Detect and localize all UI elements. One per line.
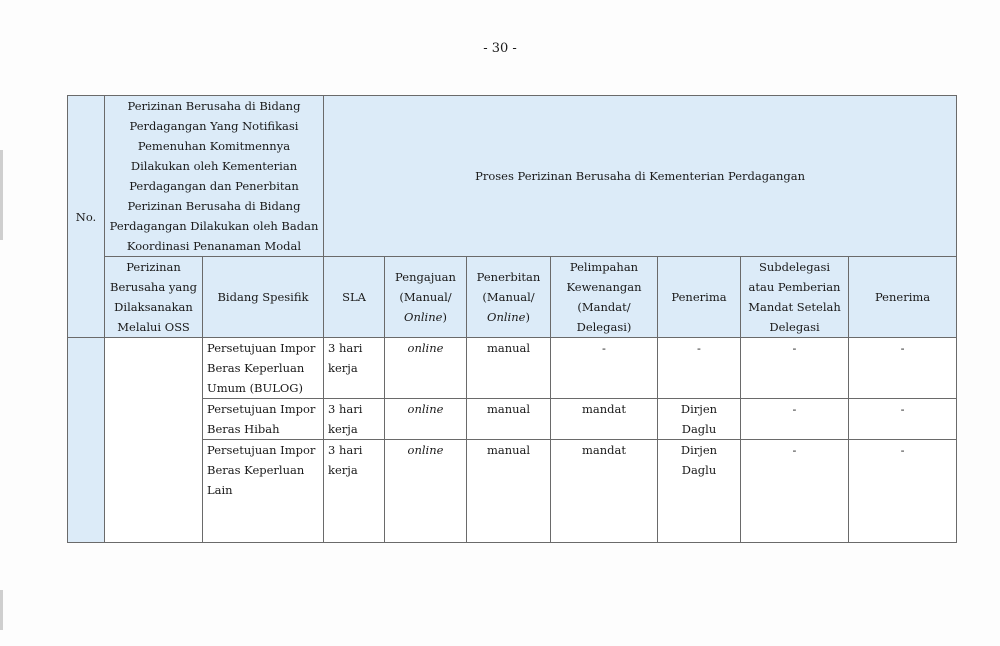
- pengajuan-cell: online: [385, 338, 467, 399]
- header-penerbitan-close: ): [525, 310, 530, 324]
- page-number: - 30 -: [483, 41, 517, 56]
- header-subdelegasi: Subdelegasi atau Pemberian Mandat Setelah Delegasi: [741, 257, 849, 338]
- pengajuan-cell: online: [385, 399, 467, 440]
- header-penerima-2: Penerima: [849, 257, 957, 338]
- sla-cell: 3 hari kerja: [324, 399, 385, 440]
- header-pengajuan-text: Pengajuan (Manual/: [395, 270, 456, 304]
- subdelegasi-cell: -: [741, 338, 849, 399]
- penerima-2-cell: -: [849, 399, 957, 440]
- header-oss-permit: Perizinan Berusaha yang Dilaksanakan Melalui OSS: [105, 257, 203, 338]
- scan-edge-mark: [0, 590, 3, 630]
- header-oss-group: Perizinan Berusaha di Bidang Perdagangan Yang Notifikasi Pemenuhan Komitmennya Dilakukan oleh Kementerian Perdagangan dan Penerbitan Perizinan Berusaha di Bidang Perdagangan Dilakukan oleh Badan Koordinasi Penanaman Modal: [105, 96, 324, 257]
- bidang-spesifik-cell: Persetujuan Impor Beras Keperluan Lain: [203, 440, 324, 543]
- pelimpahan-cell: mandat: [551, 399, 658, 440]
- pelimpahan-cell: mandat: [551, 440, 658, 543]
- sla-cell: 3 hari kerja: [324, 338, 385, 399]
- subdelegasi-cell: -: [741, 440, 849, 543]
- header-pengajuan: [385, 257, 467, 338]
- header-pengajuan-close: ): [442, 310, 447, 324]
- header-sla: SLA: [324, 257, 385, 338]
- header-penerbitan: [467, 257, 551, 338]
- permit-table: [67, 95, 957, 543]
- header-penerima: Penerima: [658, 257, 741, 338]
- bidang-spesifik-cell: Persetujuan Impor Beras Hibah: [203, 399, 324, 440]
- pengajuan-cell: online: [385, 440, 467, 543]
- row-number-cell: [68, 338, 105, 543]
- penerima-2-cell: -: [849, 338, 957, 399]
- penerima-2-cell: -: [849, 440, 957, 543]
- subdelegasi-cell: -: [741, 399, 849, 440]
- pelimpahan-cell: -: [551, 338, 658, 399]
- oss-permit-cell: [105, 338, 203, 543]
- penerima-cell: Dirjen Daglu: [658, 440, 741, 543]
- header-row-columns: [68, 257, 957, 338]
- penerbitan-cell: manual: [467, 440, 551, 543]
- header-pengajuan-italic: Online: [404, 310, 443, 324]
- header-process-group: Proses Perizinan Berusaha di Kementerian Perdagangan: [324, 96, 957, 257]
- penerbitan-cell: manual: [467, 399, 551, 440]
- header-row-group: [68, 96, 957, 257]
- header-pelimpahan: Pelimpahan Kewenangan (Mandat/ Delegasi): [551, 257, 658, 338]
- header-no: No.: [68, 96, 105, 338]
- header-bidang-spesifik: Bidang Spesifik: [203, 257, 324, 338]
- sla-cell: 3 hari kerja: [324, 440, 385, 543]
- header-penerbitan-text: Penerbitan (Manual/: [476, 270, 541, 304]
- penerima-cell: Dirjen Daglu: [658, 399, 741, 440]
- header-penerbitan-italic: Online: [487, 310, 526, 324]
- scan-edge-mark: [0, 150, 3, 240]
- table-row: [68, 338, 957, 399]
- penerima-cell: -: [658, 338, 741, 399]
- penerbitan-cell: manual: [467, 338, 551, 399]
- bidang-spesifik-cell: Persetujuan Impor Beras Keperluan Umum (BULOG): [203, 338, 324, 399]
